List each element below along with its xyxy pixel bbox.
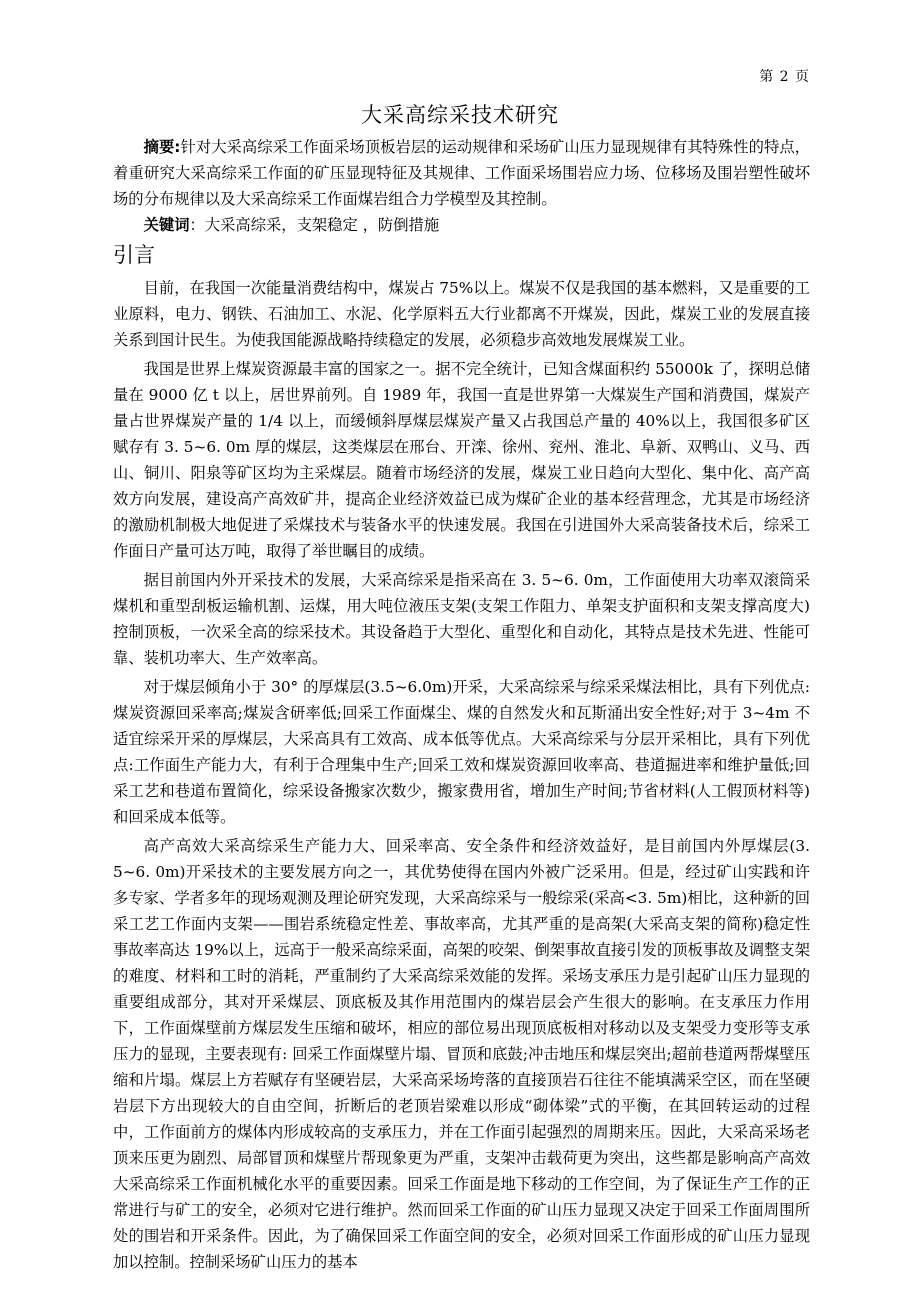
paragraph: 我国是世界上煤炭资源最丰富的国家之一。据不完全统计，已知含煤面积约 55000k 了，探明总储量在 9000 亿 t 以上，居世界前列。自 1989 年，我国一直是世界第一大煤炭生产国和消费国，煤炭产量占世界煤炭产量的 1/4 以上，而缓倾斜厚煤层煤炭产量又占我国总产量的 40%以上，我国很多矿区赋存有 3. 5~6. 0m 厚的煤层，这类煤层在邢台、开滦、徐州、兖州、淮北、阜新、双鸭山、义马、西山、铜川、阳泉等矿区均为主采煤层。随着市场经济的发展，煤炭工业日趋向大型化、集中化、高产高效方向发展，建设高产高效矿井，提高企业经济效益已成为煤矿企业的基本经营理念，尤其是市场经济的激励机制极大地促进了采煤技术与装备水平的快速发展。我国在引进国外大采高装备技术后，综采工作面日产量可达万吨，取得了举世瞩目的成绩。: [113, 360, 810, 560]
abstract-label: 摘要:: [143, 138, 181, 156]
document-title: 大采高综采技术研究: [361, 103, 559, 127]
abstract-text: 针对大采高综采工作面采场顶板岩层的运动规律和采场矿山压力显现规律有其特殊性的特点，着重研究大采高综采工作面的矿压显现特征及其规律、工作面采场围岩应力场、位移场及围岩塑性破坏场的分布规律以及大采高综采工作面煤岩组合力学模型及其控制。: [113, 138, 810, 208]
page-number: 第 2 页: [759, 69, 810, 85]
paragraph: 高产高效大采高综采生产能力大、回采率高、安全条件和经济效益好，是目前国内外厚煤层(3. 5~6. 0m)开采技术的主要发展方向之一，其优势使得在国内外被广泛采用。但是，经过矿山实践和许多专家、学者多年的现场观测及理论研究发现，大采高综采与一般综采(采高<3. 5m)相比，这种新的回采工艺工作面内支架——围岩系统稳定性差、事故率高，尤其严重的是高架(大采高支架的简称)稳定性事故率高达 19%以上，远高于一般采高综采面，高架的咬架、倒架事故直接引发的顶板事故及调整支架的难度、材料和工时的消耗，严重制约了大采高综采效能的发挥。采场支承压力是引起矿山压力显现的重要组成部分，其对开采煤层、顶底板及其作用范围内的煤岩层会产生很大的影响。在支承压力作用下，工作面煤壁前方煤层发生压缩和破坏，相应的部位易出现顶底板相对移动以及支架受力变形等支承压力的显现，主要表现有: 回采工作面煤壁片塌、冒顶和底鼓;冲击地压和煤层突出;超前巷道两帮煤壁压缩和片塌。煤层上方若赋存有坚硬岩层，大采高采场垮落的直接顶岩石往往不能填满采空区，而在坚硬岩层下方出现较大的自由空间，折断后的老顶岩梁难以形成“砌体梁”式的平衡，在其回转运动的过程中，工作面前方的煤体内形成较高的支承压力，并在工作面引起强烈的周期来压。因此，大采高采场老顶来压更为剧烈、局部冒顶和煤壁片帮现象更为严重，支架冲击载荷更为突出，这些都是影响高产高效大采高综采工作面机械化水平的重要因素。回采工作面是地下移动的工作空间，为了保证生产工作的正常进行与矿工的安全，必须对它进行维护。然而回采工作面的矿山压力显现又决定于回采工作面周围所处的围岩和开采条件。因此，为了确保回采工作面空间的安全，必须对回采工作面形成的矿山压力显现加以控制。控制采场矿山压力的基本: [113, 837, 810, 1271]
keywords-text: ：大采高综采，支架稳定 ，防倒措施: [189, 216, 440, 234]
paragraph: 据目前国内外开采技术的发展，大采高综采是指采高在 3. 5~6. 0m，工作面使用大功率双滚筒采煤机和重型刮板运输机割、运煤，用大吨位液压支架(支架工作阻力、单架支护面积和支架支撑高度大)控制顶板，一次采全高的综采技术。其设备趋于大型化、重型化和自动化，其特点是技术先进、性能可靠、装机功率大、生产效率高。: [113, 571, 810, 667]
keywords-label: 关键词: [143, 216, 190, 234]
paragraph: 目前，在我国一次能量消费结构中，煤炭占 75%以上。煤炭不仅是我国的基本燃料，又是重要的工业原料，电力、钢铁、石油加工、水泥、化学原料五大行业都离不开煤炭，因此，煤炭工业的发展直接关系到国计民生。为使我国能源战略持续稳定的发展，必须稳步高效地发展煤炭工业。: [113, 279, 810, 349]
paragraph: 对于煤层倾角小于 30° 的厚煤层(3.5~6.0m)开采，大采高综采与综采采煤法相比，具有下列优点:煤炭资源回采率高;煤炭含研率低;回采工作面煤尘、煤的自然发火和瓦斯涌出安全性好;对于 3~4m 不适宜综采开采的厚煤层，大采高具有工效高、成本低等优点。大采高综采与分层开采相比，具有下列优点:工作面生产能力大，有利于合理集中生产;回采工效和煤炭资源回收率高、巷道掘进率和维护量低;回采工艺和巷道布置简化，综采设备搬家次数少，搬家费用省，增加生产时间;节省材料(人工假顶材料等)和回采成本低等。: [113, 678, 810, 826]
section-heading: 引言: [113, 243, 155, 267]
keywords: [113, 212, 810, 238]
abstract: [113, 134, 810, 212]
document-body: [113, 134, 810, 1275]
